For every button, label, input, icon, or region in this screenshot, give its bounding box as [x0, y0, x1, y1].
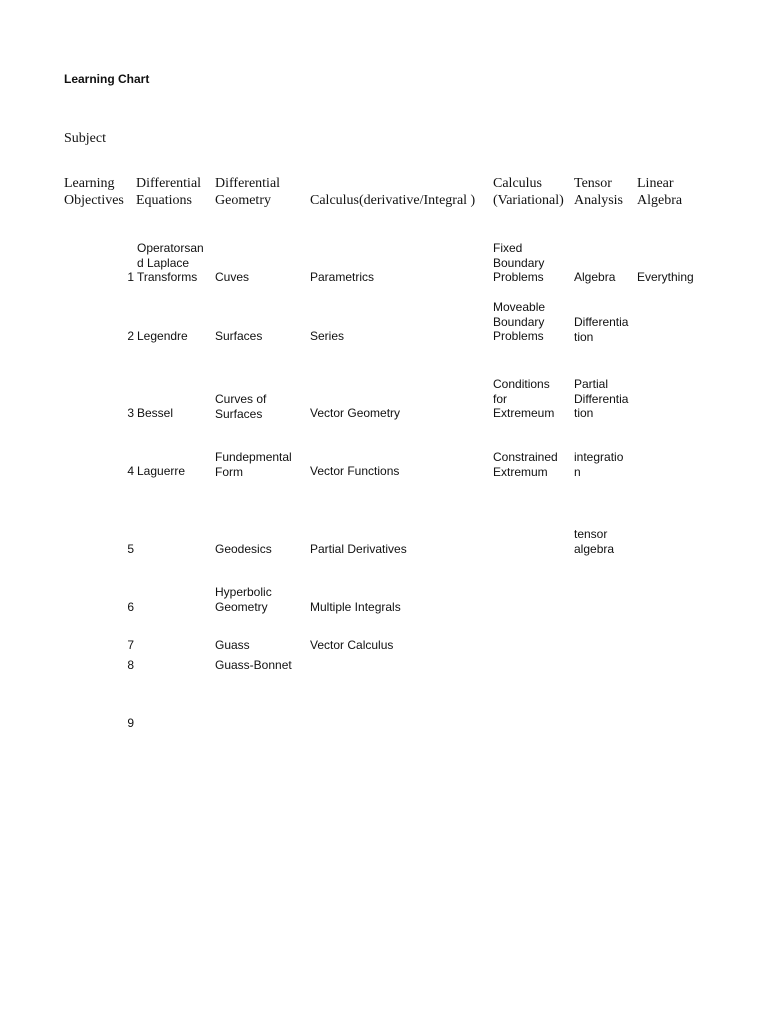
cell-calc-var: Conditions for Extremeum: [493, 377, 555, 420]
cell-calculus: Vector Calculus: [310, 638, 394, 652]
header-tensor-analysis: Tensor Analysis: [574, 176, 623, 208]
row-number: 9: [127, 716, 134, 730]
row-number: 5: [127, 542, 134, 556]
cell-diff-eq: Legendre: [137, 329, 188, 343]
subject-label: Subject: [64, 131, 106, 146]
cell-diff-geo: Fundepmental Form: [215, 450, 292, 479]
cell-linear: Everything: [637, 270, 694, 284]
header-calculus-variational: Calculus (Variational): [493, 176, 564, 208]
row-number: 4: [127, 464, 134, 478]
cell-diff-eq: Bessel: [137, 406, 174, 420]
row-number: 2: [127, 329, 134, 343]
cell-diff-geo: Surfaces: [215, 329, 263, 343]
cell-diff-geo: Hyperbolic Geometry: [215, 585, 272, 614]
cell-calculus: Vector Functions: [310, 464, 400, 478]
row-number: 8: [127, 658, 134, 672]
cell-diff-eq: Laguerre: [137, 464, 186, 478]
header-differential-geometry: Differential Geometry: [215, 176, 281, 208]
cell-diff-eq: Operatorsan d Laplace Transforms: [137, 241, 204, 284]
cell-calculus: Series: [310, 329, 345, 343]
cell-calculus: Partial Derivatives: [310, 542, 407, 556]
row-number: 1: [127, 270, 134, 284]
cell-tensor: tensor algebra: [574, 527, 615, 556]
row-number: 7: [127, 638, 134, 652]
header-linear-algebra: Linear Algebra: [637, 176, 683, 208]
row-number: 3: [127, 406, 134, 420]
cell-diff-geo: Cuves: [215, 270, 250, 284]
cell-diff-geo: Geodesics: [215, 542, 272, 556]
cell-calc-var: Moveable Boundary Problems: [493, 300, 546, 343]
page-title: Learning Chart: [64, 72, 150, 86]
cell-calc-var: Fixed Boundary Problems: [493, 241, 545, 284]
cell-diff-geo: Guass: [215, 638, 250, 652]
cell-calculus: Vector Geometry: [310, 406, 401, 420]
header-differential-equations: Differential Equations: [136, 176, 202, 208]
cell-calc-var: Constrained Extremum: [493, 450, 558, 479]
cell-calculus: Multiple Integrals: [310, 600, 401, 614]
cell-tensor: integratio n: [574, 450, 624, 479]
cell-tensor: Partial Differentia tion: [574, 377, 629, 420]
cell-diff-geo: Guass-Bonnet: [215, 658, 292, 672]
header-learning-objectives: Learning Objectives: [64, 176, 124, 208]
cell-tensor: Differentia tion: [574, 315, 629, 344]
row-number: 6: [127, 600, 134, 614]
header-calculus: Calculus(derivative/Integral ): [310, 193, 476, 208]
cell-calculus: Parametrics: [310, 270, 375, 284]
cell-tensor: Algebra: [574, 270, 616, 284]
cell-diff-geo: Curves of Surfaces: [215, 392, 267, 421]
